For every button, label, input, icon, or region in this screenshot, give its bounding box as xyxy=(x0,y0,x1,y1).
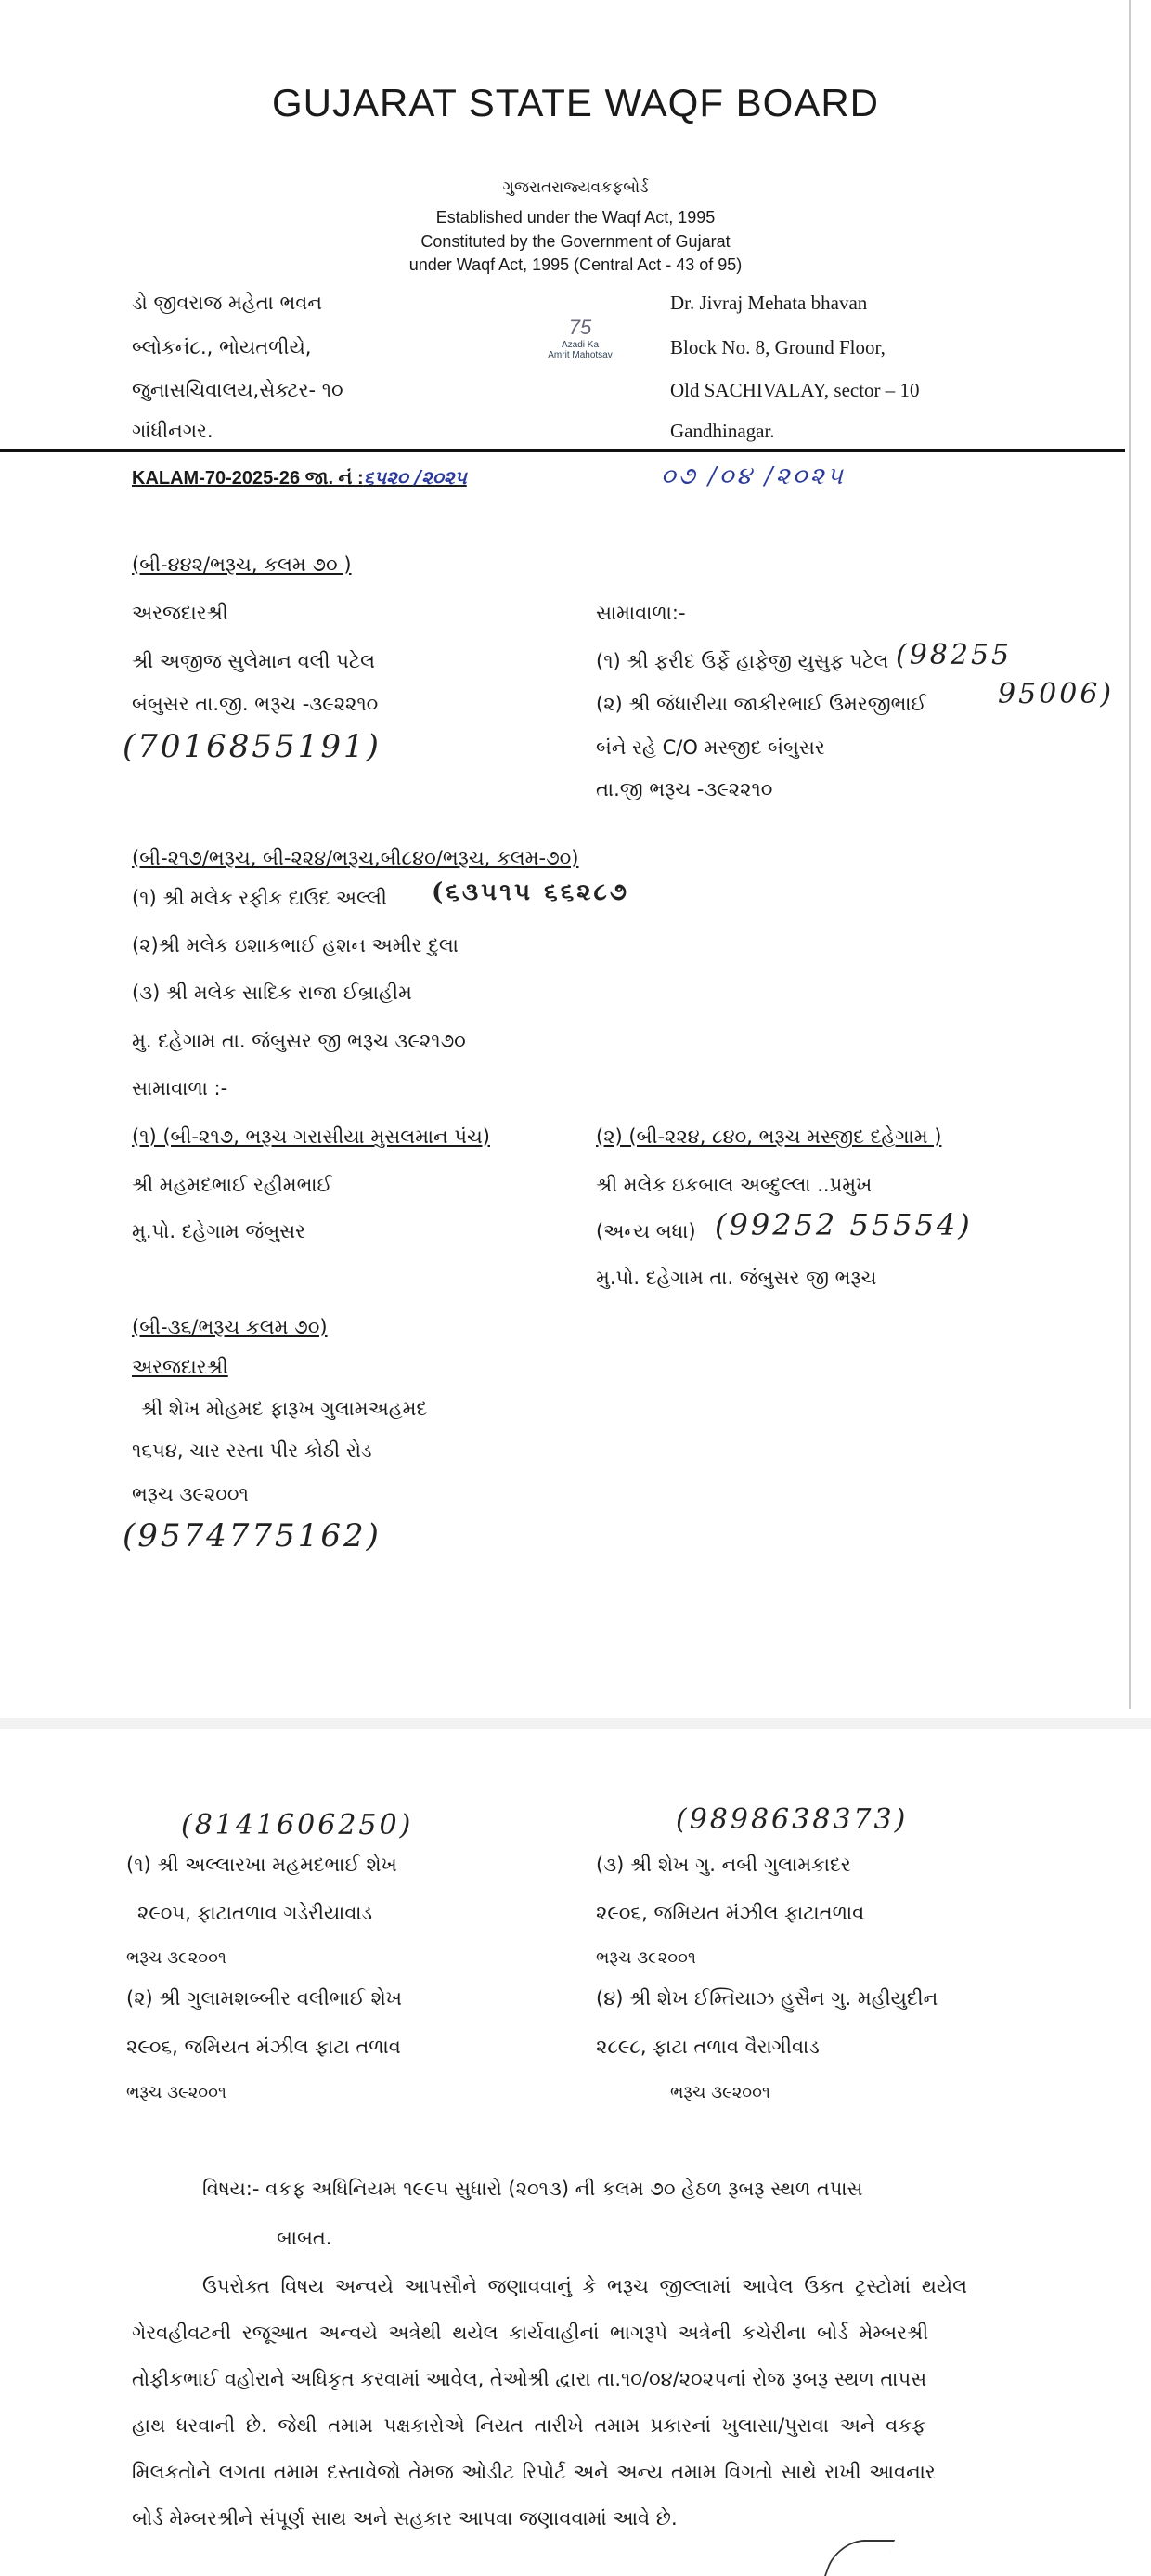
respondent-3-city: ભરૂચ ૩૯૨૦૦૧ xyxy=(596,1948,696,1968)
address-gu-4: ગાંધીનગર. xyxy=(132,420,213,442)
case1-applicant-name: શ્રી અજીજ સુલેમાન વલી પટેલ xyxy=(132,650,375,672)
case2-resp1-address: મુ.પો. દહેગામ જંબુસર xyxy=(132,1220,305,1242)
logo-line1: Azadi Ka xyxy=(561,340,600,350)
body-line-6: બોર્ડ મેમ્બરશ્રીને સંપૂર્ણ સાથ અને સહકાર આપવા જણાવવામાં આવે છે. xyxy=(132,2507,678,2530)
address-en-4: Gandhinagar. xyxy=(670,420,775,442)
case1-applicant-label: અરજદારશ્રી xyxy=(132,602,228,624)
address-gu-1: ડો જીવરાજ મહેતા ભવન xyxy=(132,292,323,314)
case2-resp2-heading: (૨) (બી-૨૨૪, ૮૪૦, ભરૂચ મસ્જીદ દહેગામ ) xyxy=(596,1125,942,1148)
case2-applicant-3: (૩) શ્રી મલેક સાદિક રાજા ઈબ્રાહીમ xyxy=(132,982,412,1004)
case2-resp2-address: મુ.પો. દહેગામ તા. જંબુસર જી ભરૂચ xyxy=(596,1267,877,1289)
case2-resp1-heading: (૧) (બી-૨૧૭, ભરૂચ ગરાસીયા મુસલમાન પંચ) xyxy=(132,1125,490,1148)
address-gu-2: બ્લોકનં૮., ભોયતળીયે, xyxy=(132,336,312,358)
case2-resp1-name: શ્રી મહમદભાઈ રહીમભાઈ xyxy=(132,1174,332,1196)
reference-number-handwritten: ૬૫૨૦ /૨૦૨૫ xyxy=(363,466,467,488)
case2-resp2-phone: (99252 55554) xyxy=(715,1207,973,1242)
case3-line-2: ૧૬૫૪, ચાર રસ્તા પીર કોઠી રોડ xyxy=(132,1439,372,1462)
respondent-4-city: ભરૂચ ૩૯૨૦૦૧ xyxy=(670,2083,770,2102)
reference-number xyxy=(132,466,467,489)
case3-phone: (9574775162) xyxy=(123,1517,382,1555)
case1-respondent-2: (૨) શ્રી જંધારીયા જાકીરભાઈ ઉમરજીભાઈ xyxy=(596,693,926,715)
subject-line-2: બાબત. xyxy=(277,2227,332,2249)
reference-date-handwritten: ૦૭ /૦૪ /૨૦૨૫ xyxy=(661,462,846,490)
respondent-1-name: (૧) શ્રી અલ્લારખા મહમદભાઈ શેખ xyxy=(126,1854,397,1876)
case1-heading: (બી-૪૪૨/ભરૂચ, કલમ ૭૦ ) xyxy=(132,553,352,576)
case1-respondent-address-2: તા.જી ભરૂચ -૩૯૨૨૧૦ xyxy=(596,778,773,800)
azadi-ka-amrit-mahotsav-logo xyxy=(548,316,613,371)
subject-line: વિષય:- વકફ અધિનિયમ ૧૯૯૫ સુધારો (૨૦૧૩) ની કલમ ૭૦ હેઠળ રૂબરૂ સ્થળ તપાસ xyxy=(202,2178,863,2200)
case2-applicant-phone: (૬૩૫૧૫ ૬૬૨૮૭ xyxy=(432,878,629,906)
respondent-4-address: ૨૮૯૮, ફાટા તળાવ વૈરાગીવાડ xyxy=(596,2036,820,2058)
header-divider xyxy=(0,449,1125,452)
case2-applicant-1: (૧) શ્રી મલેક રફીક દાઉદ અલ્લી xyxy=(132,887,387,909)
board-title-gujarati: ગુજરાતરાજ્યવકફબોર્ડ xyxy=(502,178,649,197)
case1-respondent-1: (૧) શ્રી ફરીદ ઉર્ફે હાફેજી યુસુફ પટેલ xyxy=(596,650,889,672)
logo-mark: 75 xyxy=(568,316,592,339)
respondent-3-address: ૨૯૦૬, જમિયત મંઝીલ ફાટાતળાવ xyxy=(596,1902,865,1924)
address-en-2: Block No. 8, Ground Floor, xyxy=(670,336,886,358)
respondent-2-address: ૨૯૦૬, જમિયત મંઝીલ ફાટા તળાવ xyxy=(126,2036,401,2058)
respondent-1-phone: (8141606250) xyxy=(181,1809,414,1841)
respondent-2-name: (૨) શ્રી ગુલામશબ્બીર વલીભાઈ શેખ xyxy=(126,1987,403,2010)
established-line: Established under the Waqf Act, 1995 xyxy=(435,208,716,227)
case1-respondent-label: સામાવાળા:- xyxy=(596,602,686,624)
page-break xyxy=(0,1718,1151,1729)
case2-resp2-name: શ્રી મલેક ઇકબાલ અબ્દુલ્લા ..પ્રમુખ xyxy=(596,1174,873,1196)
board-title: GUJARAT STATE WAQF BOARD xyxy=(271,81,880,124)
reference-label: KALAM-70-2025-26 જા. નં : xyxy=(132,468,364,488)
case1-respondent-phone-b: 95006) xyxy=(998,678,1115,710)
case3-line-1: શ્રી શેખ મોહમદ ફારૂખ ગુલામઅહમદ xyxy=(141,1398,428,1420)
case2-applicant-address: મુ. દહેગામ તા. જંબુસર જી ભરૂચ ૩૯૨૧૭૦ xyxy=(132,1030,466,1052)
address-en-1: Dr. Jivraj Mehata bhavan xyxy=(670,292,868,314)
respondent-1-city: ભરૂચ ૩૯૨૦૦૧ xyxy=(126,1948,226,1968)
case2-respondent-label: સામાવાળા :- xyxy=(132,1077,228,1099)
respondent-3-phone: (9898638373) xyxy=(676,1803,909,1836)
case1-applicant-address: બંબુસર તા.જી. ભરૂચ -૩૯૨૨૧૦ xyxy=(132,693,379,715)
case1-respondent-phone-a: (98255 xyxy=(896,639,1013,671)
respondent-2-city: ભરૂચ ૩૯૨૦૦૧ xyxy=(126,2083,226,2102)
act-line: under Waqf Act, 1995 (Central Act - 43 of 95) xyxy=(408,255,743,274)
case3-applicant-label: અરજદારશ્રી xyxy=(132,1356,228,1378)
logo-line2: Amrit Mahotsav xyxy=(548,350,613,360)
case2-applicant-2: (૨)શ્રી મલેક ઇશાકભાઈ હશન અમીર દુલા xyxy=(132,934,459,956)
body-line-4: હાથ ધરવાની છે. જેથી તમામ પક્ષકારોએ નિયત તારીખે તમામ પ્રકારનાં ખુલાસા/પુરાવા અને વકફ xyxy=(132,2414,926,2437)
case2-resp2-others: (અન્ય બધા) xyxy=(596,1220,696,1242)
body-line-1: ઉપરોક્ત વિષય અન્વયે આપસૌને જણાવવાનું કે ભરૂચ જીલ્લામાં આવેલ ઉક્ત ટ્રસ્ટોમાં થયેલ xyxy=(202,2275,967,2297)
respondent-4-name: (૪) શ્રી શેખ ઈમ્તિયાઝ હુસૈન ગુ. મહીયુદીન xyxy=(596,1987,938,2010)
case1-applicant-phone: (7016855191) xyxy=(123,728,382,765)
case3-heading: (બી-૩૬/ભરૂચ કલમ ૭૦) xyxy=(132,1316,328,1338)
body-line-2: ગેરવહીવટની રજૂઆત અન્વયે અત્રેથી થયેલ કાર્યવાહીનાં ભાગરૂપે અત્રેની કચેરીના બોર્ડ મેમ્બરશ્રી xyxy=(132,2322,929,2344)
case1-respondent-address-1: બંને રહે C/O મસ્જીદ બંબુસર xyxy=(596,736,825,759)
constituted-line: Constituted by the Government of Gujarat xyxy=(420,232,731,251)
body-line-3: તોફીકભાઈ વહોરાને અધિકૃત કરવામાં આવેલ, તેઓશ્રી દ્વારા તા.૧૦/૦૪/૨૦૨૫નાં રોજ રૂબરૂ સ્થળ તાપસ xyxy=(132,2368,927,2390)
respondent-3-name: (૩) શ્રી શેખ ગુ. નબી ગુલામકાદર xyxy=(596,1854,851,1876)
address-gu-3: જુનાસચિવાલય,સેક્ટર- ૧૦ xyxy=(132,379,343,401)
signature xyxy=(824,2540,895,2576)
case3-line-3: ભરૂચ ૩૯૨૦૦૧ xyxy=(132,1483,249,1505)
case2-heading: (બી-૨૧૭/ભરૂચ, બી-૨૨૪/ભરૂચ,બી૮૪૦/ભરૂચ, કલમ-૭૦) xyxy=(132,847,579,869)
respondent-1-address: ૨૯૦૫, ફાટાતળાવ ગડેરીયાવાડ xyxy=(137,1902,373,1924)
body-line-5: મિલકતોને લગતા તમામ દસ્તાવેજો તેમજ ઓડીટ રિપોર્ટ અને અન્ય તમામ વિગતો સાથે રાખી આવનાર xyxy=(132,2461,936,2483)
address-en-3: Old SACHIVALAY, sector – 10 xyxy=(670,379,920,401)
